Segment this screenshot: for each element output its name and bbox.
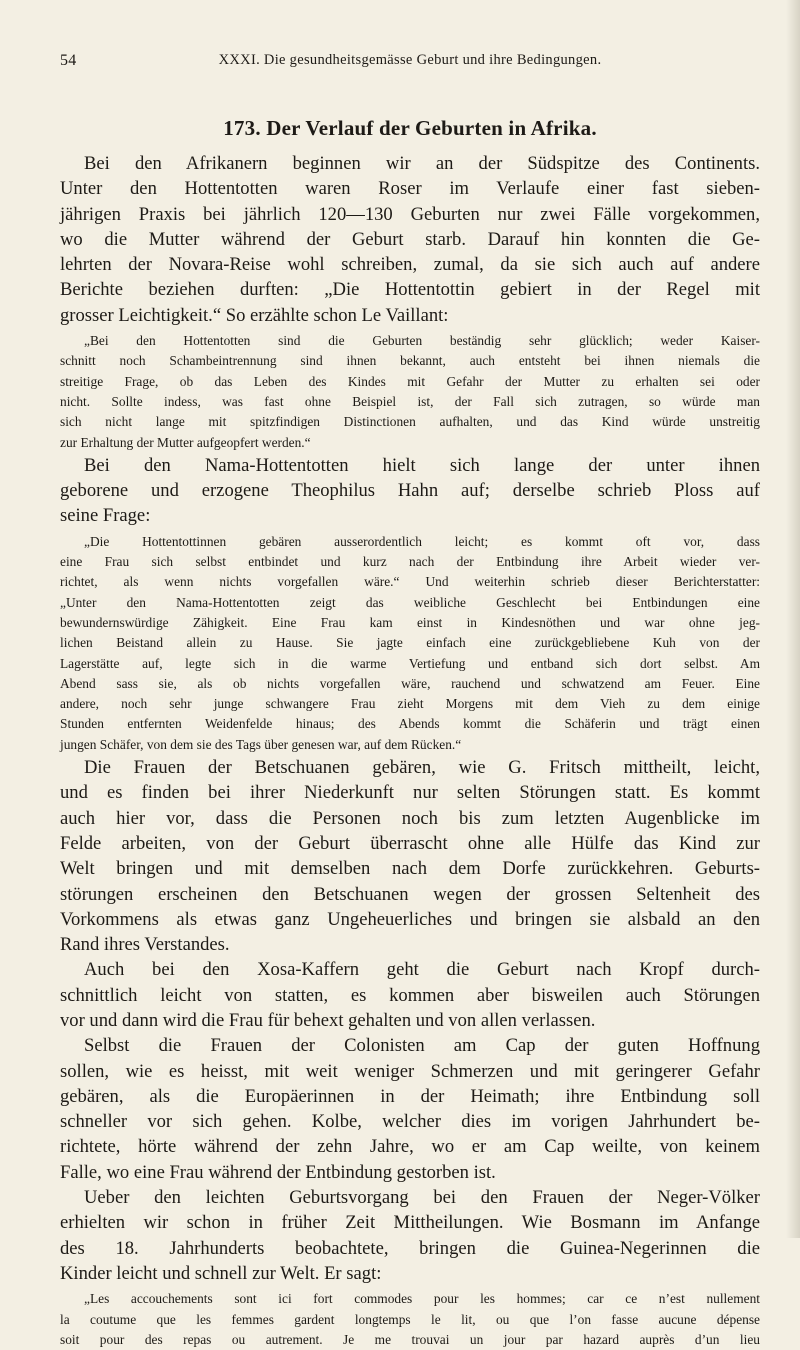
text-line: störungen erscheinen den Betschuanen wegen der grossen Seltenheit des <box>60 883 760 905</box>
text-line: gebären, als die Europäerinnen in der Heimath; ihre Entbindung soll <box>60 1085 760 1107</box>
text-line: richtete, hörte während der zehn Jahre, wo er am Cap weilte, von keinem <box>60 1136 760 1158</box>
book-page <box>60 52 760 1350</box>
text-line: Die Frauen der Betschuanen gebären, wie G. Fritsch mittheilt, leicht, <box>84 757 760 779</box>
page-edge-shadow <box>786 0 800 1238</box>
text-line: andere, noch sehr junge schwangere Frau zieht Morgens mit dem Vieh zu dem einige <box>60 696 760 712</box>
text-line: auch hier vor, dass die Personen noch bis zum letzten Augenblicke im <box>60 807 760 829</box>
text-line: Bei den Afrikanern beginnen wir an der Südspitze des Continents. <box>84 153 760 174</box>
text-line: geborene und erzogene Theophilus Hahn auf; derselbe schrieb Ploss auf <box>60 480 760 502</box>
text-line: Lagerstätte auf, legte sich in die warme Vertiefung und entband sich dort selbst. Am <box>60 655 760 671</box>
text-line: Vorkommens als etwas ganz Ungeheuerliches und bringen sie alsbald an den <box>60 908 760 930</box>
text-line: „Les accouchements sont ici fort commodes pour les hommes; car ce n’est nullement <box>84 1291 760 1307</box>
text-line: richtet, als wenn nichts vorgefallen wäre.“ Und weiterhin schrieb dieser Berichterstatter: <box>60 574 760 590</box>
text-line: lehrten der Novara-Reise wohl schreiben, zumal, da sie sich auch auf andere <box>60 254 760 276</box>
text-line: sich nicht lange mit spitzfindigen Distinctionen aufhalten, und das Kind würde unstreitig <box>60 414 760 430</box>
body-text <box>60 151 760 1350</box>
text-line: Kinder leicht und schnell zur Welt. Er sagt: <box>60 1262 382 1284</box>
text-line: Auch bei den Xosa-Kaffern geht die Geburt nach Kropf durch- <box>84 959 760 981</box>
running-title: XXXI. Die gesundheitsgemässe Geburt und ihre Bedingungen. <box>218 52 602 68</box>
text-line: jährigen Praxis bei jährlich 120—130 Geburten nur zwei Fälle vorgekommen, <box>60 203 760 225</box>
text-line: streitige Frage, ob das Leben des Kindes mit Gefahr der Mutter zu erhalten sei oder <box>60 373 760 389</box>
text-line: erhielten wir schon in früher Zeit Mittheilungen. Wie Bosmann im Anfange <box>60 1212 760 1234</box>
text-line: zur Erhaltung der Mutter aufgeopfert werden.“ <box>60 434 311 450</box>
paragraph-block <box>60 151 760 328</box>
text-line: grosser Leichtigkeit.“ So erzählte schon Le Vaillant: <box>60 304 449 326</box>
text-line: Unter den Hottentotten waren Roser im Verlaufe einer fast sieben- <box>60 178 760 200</box>
text-line: jungen Schäfer, von dem sie des Tags über genesen war, auf dem Rücken.“ <box>60 736 462 752</box>
text-line: und es finden bei ihrer Niederkunft nur selten Störungen statt. Es kommt <box>60 782 760 804</box>
text-line: „Unter den Nama-Hottentotten zeigt das weibliche Geschlecht bei Entbindungen eine <box>60 594 760 610</box>
text-line: nicht. Sollte indess, was fast ohne Beispiel ist, der Fall sich zutragen, so würde man <box>60 393 760 409</box>
paragraph-block <box>60 755 760 1286</box>
text-line: „Bei den Hottentotten sind die Geburten beständig sehr glücklich; weder Kaiser- <box>84 333 760 349</box>
text-line: Ueber den leichten Geburtsvorgang bei den Frauen der Neger-Völker <box>84 1187 760 1209</box>
text-line: Falle, wo eine Frau während der Entbindung gestorben ist. <box>60 1161 496 1183</box>
page-number: 54 <box>60 52 77 69</box>
text-line: Stunden entfernten Weidenfelde hinaus; des Abends kommt die Schäferin und trägt einen <box>60 716 760 732</box>
text-line: vor und dann wird die Frau für behext gehalten und von allen verlassen. <box>60 1009 596 1031</box>
text-line: Berichte beziehen durften: „Die Hottentottin gebiert in der Regel mit <box>60 279 760 301</box>
text-line: Bei den Nama-Hottentotten hielt sich lange der unter ihnen <box>84 454 760 476</box>
text-line: bewundernswürdige Zähigkeit. Eine Frau kam einst in Kindesnöthen und war ohne jeg- <box>60 614 760 630</box>
text-line: seine Frage: <box>60 505 151 527</box>
running-header <box>60 52 760 78</box>
text-line: Abend sass sie, als ob nichts vorgefallen wäre, rauchend und schwatzend am Feuer. Eine <box>60 675 760 691</box>
text-line: Welt bringen und mit demselben nach dem Dorfe zurückkehren. Geburts- <box>60 858 760 880</box>
paragraph-block <box>60 453 760 529</box>
text-line: des 18. Jahrhunderts beobachtete, bringen die Guinea-Negerinnen die <box>60 1237 760 1259</box>
text-line: eine Frau sich selbst entbindet und kurz nach der Entbindung ihre Arbeit wieder ver- <box>60 554 760 570</box>
text-line: soit pour des repas ou autrement. Je me trouvai un jour par hazard auprès d’un lieu <box>60 1331 760 1347</box>
text-line: Felde arbeiten, von der Geburt überrascht ohne alle Hülfe das Kind zur <box>60 832 760 854</box>
text-line: la coutume que les femmes gardent longtemps le lit, ou que l’on fasse aucune dépense <box>60 1311 760 1327</box>
text-line: Selbst die Frauen der Colonisten am Cap der guten Hoffnung <box>84 1035 760 1057</box>
text-line: wo die Mutter während der Geburt starb. Darauf hin konnten die Ge- <box>60 228 760 250</box>
quotation-block <box>60 1289 760 1350</box>
section-title: 173. Der Verlauf der Geburten in Afrika. <box>223 116 597 140</box>
text-line: „Die Hottentottinnen gebären ausserordentlich leicht; es kommt oft vor, dass <box>84 533 760 549</box>
text-line: Rand ihres Verstandes. <box>60 934 230 956</box>
text-line: schneller vor sich gehen. Kolbe, welcher dies im vorigen Jahrhundert be- <box>60 1111 760 1133</box>
quotation-block <box>60 331 760 453</box>
text-line: sollen, wie es heisst, mit weit weniger Schmerzen und mit geringerer Gefahr <box>60 1060 760 1082</box>
text-line: schnittlich leicht von statten, es kommen aber bisweilen auch Störungen <box>60 984 760 1006</box>
text-line: lichen Beistand allein zu Hause. Sie jagte einfach eine zurückgebliebene Kuh von der <box>60 635 760 651</box>
text-line: schnitt noch Schambeintrennung sind ihnen bekannt, auch entsteht bei ihnen niemals die <box>60 353 760 369</box>
quotation-block <box>60 532 760 755</box>
